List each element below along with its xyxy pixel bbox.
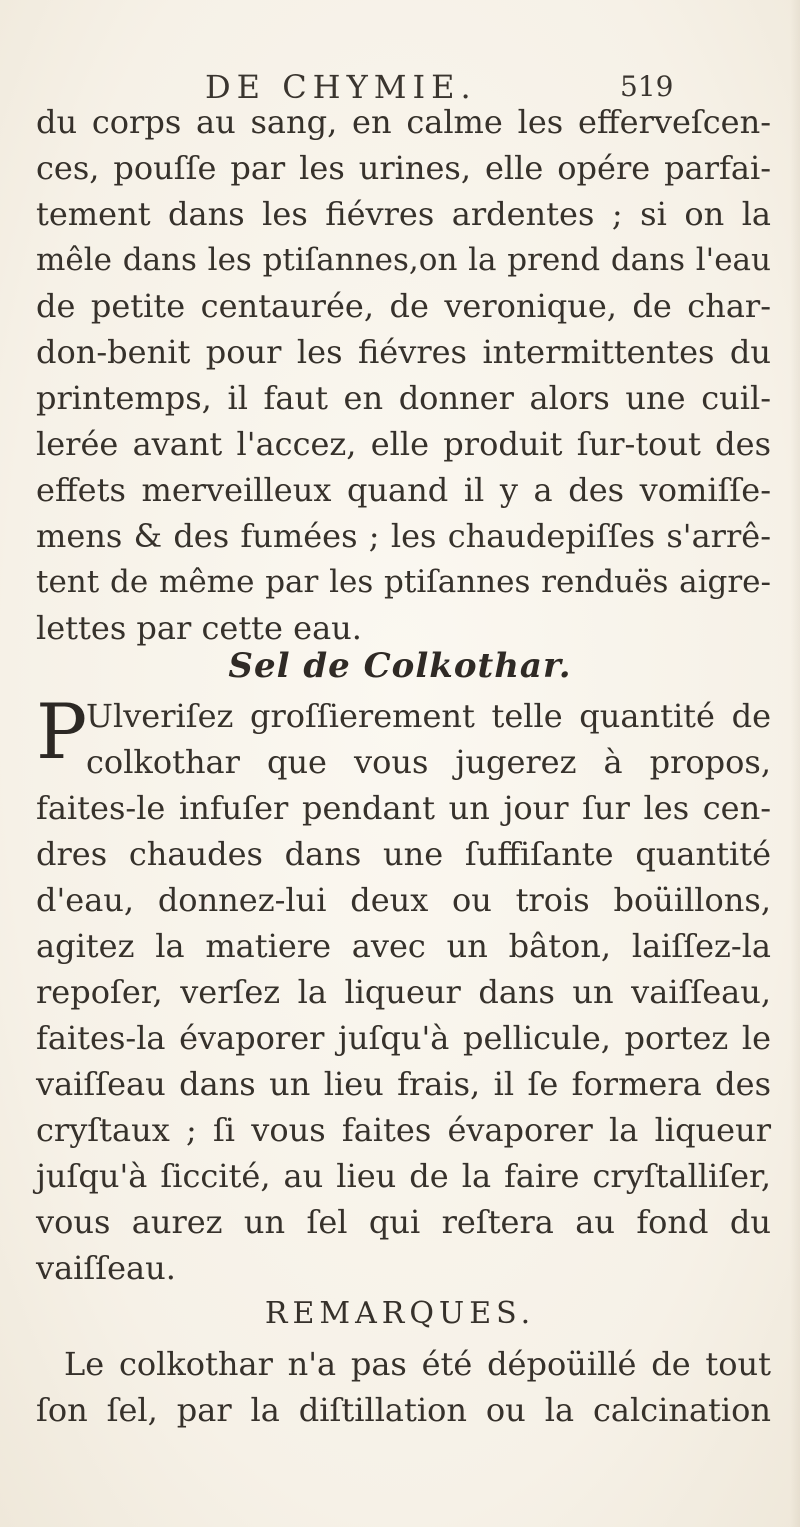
text-line: colkothar que vous jugerez à propos,: [86, 743, 771, 781]
text-line: juſqu'à ſiccité, au lieu de la faire cryſtalliſer,: [36, 1157, 771, 1195]
running-title: DE CHYMIE.: [205, 68, 477, 106]
text-line: repoſer, verſez la liqueur dans un vaiſſeau,: [36, 973, 771, 1011]
text-line: faites-la évaporer juſqu'à pellicule, portez le: [36, 1019, 771, 1057]
remarques-heading: REMARQUES.: [264, 1296, 536, 1331]
drop-cap: P: [36, 687, 88, 776]
text-line: lettes par cette eau.: [36, 609, 362, 647]
text-line: lerée avant l'accez, elle produit ſur-tout des: [36, 425, 771, 463]
text-line: tement dans les fiévres ardentes ; si on la: [36, 195, 771, 233]
section-heading: Sel de Colkothar.: [228, 646, 572, 686]
text-line: agitez la matiere avec un bâton, laiſſez-la: [36, 927, 771, 965]
text-line: de petite centaurée, de veronique, de char-: [36, 287, 771, 325]
text-line: printemps, il faut en donner alors une cuil-: [36, 379, 771, 417]
text-line: ſon ſel, par la diſtillation ou la calcination: [36, 1391, 771, 1429]
text-line: vaiſſeau.: [36, 1249, 176, 1287]
text-line: du corps au sang, en calme les efferveſcen-: [36, 103, 771, 141]
text-line: don-benit pour les fiévres intermittentes du: [36, 333, 771, 371]
text-line: faites-le infuſer pendant un jour ſur les cen-: [36, 789, 771, 827]
text-line: vous aurez un ſel qui reſtera au fond du: [36, 1203, 771, 1241]
text-line: d'eau, donnez-lui deux ou trois boüillons,: [36, 881, 771, 919]
text-line: vaiſſeau dans un lieu frais, il ſe formera des: [36, 1065, 771, 1103]
text-line: mens & des fumées ; les chaudepiſſes s'arrê-: [36, 517, 771, 555]
text-line: Ulveriſez groſſierement telle quantité de: [86, 697, 771, 735]
text-line: dres chaudes dans une ſuffiſante quantité: [36, 835, 771, 873]
text-line: cryſtaux ; ſi vous faites évaporer la liqueur: [36, 1111, 771, 1149]
paper-edge-shadow: [790, 0, 800, 1527]
text-line: effets merveilleux quand il y a des vomiſſe-: [36, 471, 771, 509]
text-line: Le colkothar n'a pas été dépoüillé de tout: [64, 1345, 771, 1383]
text-line: ces, pouſſe par les urines, elle opére parfai-: [36, 149, 771, 187]
page-number: 519: [620, 70, 674, 103]
text-line: mêle dans les ptiſannes,on la prend dans l'eau: [36, 242, 771, 278]
text-line: tent de même par les ptiſannes renduës aigre-: [36, 564, 771, 600]
